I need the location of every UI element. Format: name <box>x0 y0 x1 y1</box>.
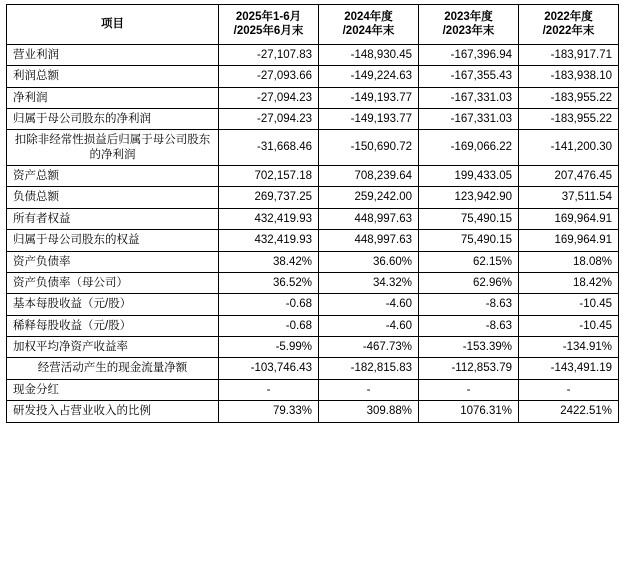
cell-value: 269,737.25 <box>219 187 319 208</box>
column-header-2024: 2024年度 /2024年末 <box>319 5 419 45</box>
cell-value: -183,917.71 <box>519 44 619 65</box>
cell-value: 62.96% <box>419 272 519 293</box>
cell-value: -167,396.94 <box>419 44 519 65</box>
cell-value: -153.39% <box>419 337 519 358</box>
cell-value: 36.52% <box>219 272 319 293</box>
cell-value: 207,476.45 <box>519 166 619 187</box>
table-row <box>7 108 619 129</box>
cell-value: -169,066.22 <box>419 130 519 166</box>
cell-value: 36.60% <box>319 251 419 272</box>
cell-value: 259,242.00 <box>319 187 419 208</box>
cell-value: -0.68 <box>219 294 319 315</box>
cell-value: -167,331.03 <box>419 108 519 129</box>
cell-value: -103,746.43 <box>219 358 319 379</box>
column-header-2023: 2023年度 /2023年末 <box>419 5 519 45</box>
cell-value: -149,193.77 <box>319 108 419 129</box>
cell-value: 18.42% <box>519 272 619 293</box>
cell-value: 34.32% <box>319 272 419 293</box>
row-label: 营业利润 <box>7 44 219 65</box>
cell-value: -134.91% <box>519 337 619 358</box>
row-label: 归属于母公司股东的权益 <box>7 230 219 251</box>
row-label: 归属于母公司股东的净利润 <box>7 108 219 129</box>
table-row <box>7 272 619 293</box>
cell-value: 432,419.93 <box>219 208 319 229</box>
cell-value: -27,094.23 <box>219 87 319 108</box>
column-header-2025h1: 2025年1-6月 /2025年6月末 <box>219 5 319 45</box>
cell-value: 169,964.91 <box>519 208 619 229</box>
cell-value: 75,490.15 <box>419 208 519 229</box>
cell-value: -8.63 <box>419 315 519 336</box>
cell-value: -183,955.22 <box>519 87 619 108</box>
row-label: 基本每股收益（元/股） <box>7 294 219 315</box>
table-row <box>7 230 619 251</box>
table-row <box>7 66 619 87</box>
cell-value: 79.33% <box>219 401 319 422</box>
cell-value: 37,511.54 <box>519 187 619 208</box>
cell-value: -27,107.83 <box>219 44 319 65</box>
table-row <box>7 337 619 358</box>
column-header-2022: 2022年度 /2022年末 <box>519 5 619 45</box>
cell-value: -143,491.19 <box>519 358 619 379</box>
cell-value: - <box>519 379 619 400</box>
cell-value: -467.73% <box>319 337 419 358</box>
cell-value: -10.45 <box>519 315 619 336</box>
cell-value: - <box>419 379 519 400</box>
table-row <box>7 208 619 229</box>
cell-value: -167,331.03 <box>419 87 519 108</box>
table-row <box>7 187 619 208</box>
cell-value: -112,853.79 <box>419 358 519 379</box>
cell-value: 309.88% <box>319 401 419 422</box>
table-row <box>7 166 619 187</box>
table-row <box>7 87 619 108</box>
cell-value: -31,668.46 <box>219 130 319 166</box>
cell-value: -167,355.43 <box>419 66 519 87</box>
table-row <box>7 130 619 166</box>
cell-value: - <box>319 379 419 400</box>
table-row <box>7 379 619 400</box>
cell-value: 448,997.63 <box>319 230 419 251</box>
table-row <box>7 294 619 315</box>
cell-value: 432,419.93 <box>219 230 319 251</box>
cell-value: -4.60 <box>319 315 419 336</box>
cell-value: 708,239.64 <box>319 166 419 187</box>
cell-value: 199,433.05 <box>419 166 519 187</box>
table-row <box>7 315 619 336</box>
table-body <box>7 44 619 422</box>
row-label: 资产负债率 <box>7 251 219 272</box>
cell-value: 123,942.90 <box>419 187 519 208</box>
row-label: 加权平均净资产收益率 <box>7 337 219 358</box>
row-label: 现金分红 <box>7 379 219 400</box>
cell-value: -8.63 <box>419 294 519 315</box>
cell-value: -183,955.22 <box>519 108 619 129</box>
row-label: 净利润 <box>7 87 219 108</box>
cell-value: -141,200.30 <box>519 130 619 166</box>
cell-value: 702,157.18 <box>219 166 319 187</box>
cell-value: -149,193.77 <box>319 87 419 108</box>
cell-value: 1076.31% <box>419 401 519 422</box>
row-label: 负债总额 <box>7 187 219 208</box>
row-label: 经营活动产生的现金流量净额 <box>7 358 219 379</box>
cell-value: 169,964.91 <box>519 230 619 251</box>
cell-value: -27,094.23 <box>219 108 319 129</box>
cell-value: 18.08% <box>519 251 619 272</box>
cell-value: -5.99% <box>219 337 319 358</box>
cell-value: 2422.51% <box>519 401 619 422</box>
table-row <box>7 44 619 65</box>
row-label: 稀释每股收益（元/股） <box>7 315 219 336</box>
cell-value: - <box>219 379 319 400</box>
financial-summary-table <box>6 4 619 423</box>
cell-value: -10.45 <box>519 294 619 315</box>
table-header-row <box>7 5 619 45</box>
row-label: 利润总额 <box>7 66 219 87</box>
cell-value: -27,093.66 <box>219 66 319 87</box>
table-row <box>7 358 619 379</box>
cell-value: 62.15% <box>419 251 519 272</box>
cell-value: -4.60 <box>319 294 419 315</box>
row-label: 资产负债率（母公司） <box>7 272 219 293</box>
row-label: 研发投入占营业收入的比例 <box>7 401 219 422</box>
table-row <box>7 401 619 422</box>
cell-value: -150,690.72 <box>319 130 419 166</box>
cell-value: -183,938.10 <box>519 66 619 87</box>
column-header-item: 项目 <box>7 5 219 45</box>
table-header <box>7 5 619 45</box>
cell-value: 448,997.63 <box>319 208 419 229</box>
row-label: 所有者权益 <box>7 208 219 229</box>
cell-value: 75,490.15 <box>419 230 519 251</box>
cell-value: -0.68 <box>219 315 319 336</box>
cell-value: -149,224.63 <box>319 66 419 87</box>
cell-value: 38.42% <box>219 251 319 272</box>
cell-value: -148,930.45 <box>319 44 419 65</box>
row-label: 扣除非经常性损益后归属于母公司股东的净利润 <box>7 130 219 166</box>
cell-value: -182,815.83 <box>319 358 419 379</box>
table-row <box>7 251 619 272</box>
row-label: 资产总额 <box>7 166 219 187</box>
